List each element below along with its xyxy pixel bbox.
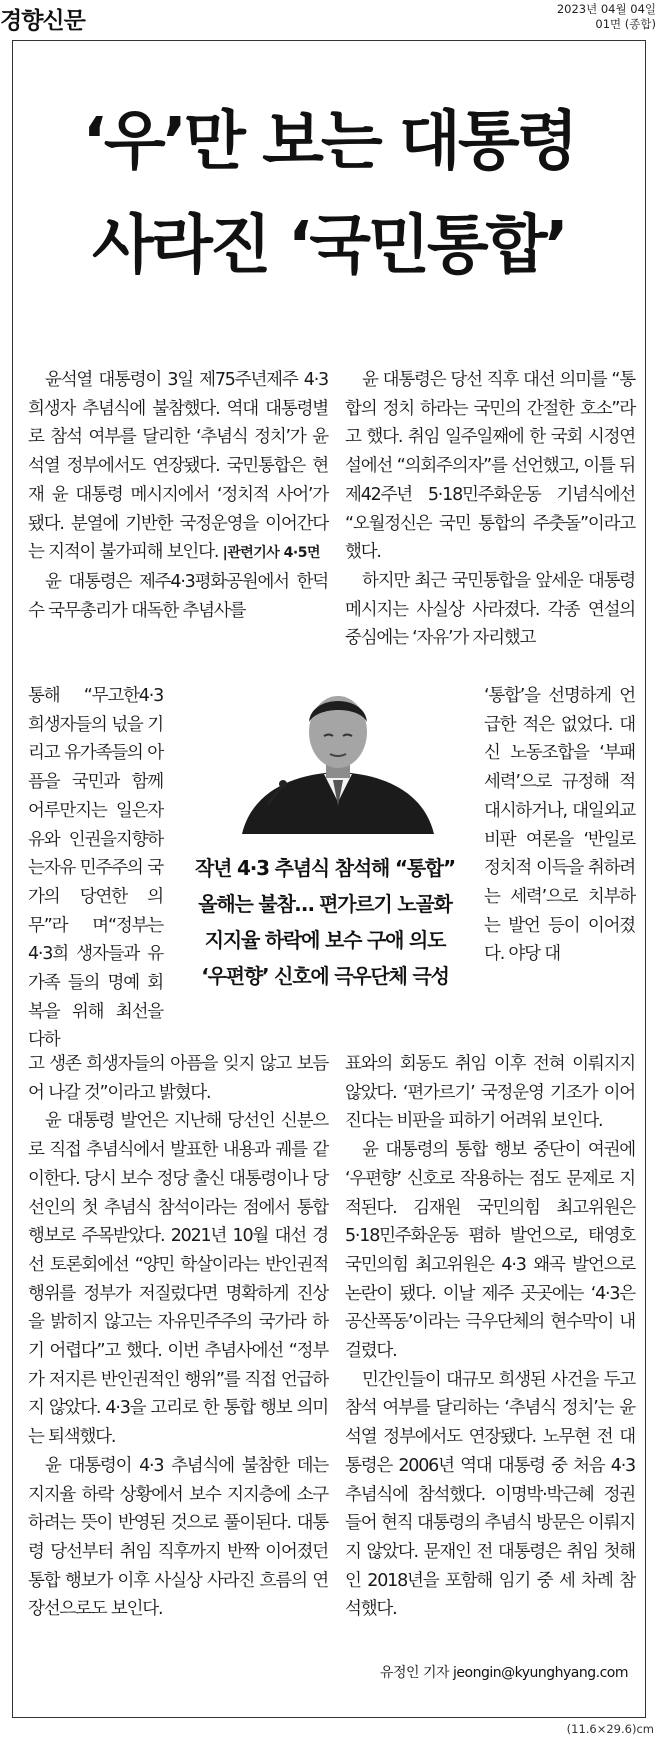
subheadline-3: 지지율 하락에 보수 구애 의도 bbox=[204, 928, 446, 952]
paragraph-2-wrap: 통해 “무고한4·3 희생자들의 넋을 기리고 유가족들의 아픔을 국민과 함께 어루만지는 일은자유와 인권을지향하는자유 민주주의 국가의 당연한 의무”라 며“정부는4·3희 생자들과 유가족 들의 명예 회복을 위해 최선을 다하 bbox=[28, 686, 163, 1051]
body-column-left-bottom bbox=[28, 1050, 328, 1624]
body-column-right-top bbox=[345, 366, 635, 653]
paragraph-2-top: 윤 대통령은 제주4·3평화공원에서 한덕수 국무총리가 대독한 추념사를 bbox=[28, 571, 328, 621]
subheadline-block bbox=[172, 850, 478, 994]
related-article-ref: |관련기사 4·5면 bbox=[222, 545, 321, 562]
paragraph-8: 민간인들이 대규모 희생된 사건을 두고 참석 여부를 달리하는 ‘추념식 정치’는 윤석열 정부에서도 연장됐다. 노무현 전 대통령은 2006년 역대 대통령 중 처음 4·3 추념식에 참석했다. 이명박·박근혜 정권 들어 현직 대통령의 추념식 방문은 이뤄지지 않았다. 문재인 전 대통령은 취임 첫해인 2018년을 포함해 임기 중 세 차례 참석했다. bbox=[345, 1369, 635, 1620]
paragraph-7: 윤 대통령의 통합 행보 중단이 여권에 ‘우편향’ 신호로 작용하는 점도 문제로 지적된다. 김재원 국민의힘 최고위원은 5·18민주화운동 폄하 발언으로, 태영호 국민의힘 최고위원은 4·3 왜곡 발언으로 논란이 됐다. 이날 제주 곳곳에는 ‘4·3은 공산폭동’이라는 극우단체의 현수막이 내걸렸다. bbox=[345, 1140, 635, 1362]
paragraph-3: 윤 대통령 발언은 지난해 당선인 신분으로 직접 추념식에서 발표한 내용과 궤를 같이한다. 당시 보수 정당 출신 대통령이나 당선인의 첫 추념식 참석이라는 점에서 통합 행보로 주목받았다. 2021년 10월 대선 경선 토론회에선 “양민 학살이라는 반인권적 행위를 정부가 저질렀다면 명확하게 진상을 밝히지 않고는 자유민주주의 국가라 하기 어렵다”고 했다. 이번 추념사에선 “정부가 저지른 반인권적인 행위”를 직접 언급하지 않았다. 4·3을 고리로 한 통합 행보 의미는 퇴색했다. bbox=[28, 1111, 328, 1448]
subheadline-1: 작년 4·3 추념식 참석해 “통합” bbox=[195, 856, 455, 880]
paragraph-5: 윤 대통령은 당선 직후 대선 의미를 “통합의 정치 하라는 국민의 간절한 호소”라고 했다. 취임 일주일째에 한 국회 시정연설에선 “의회주의자”를 선언했고, 이틀 뒤 제42주년 5·18민주화운동 기념식에선 “오월정신은 국민 통합의 주춧돌”이라고 했다. bbox=[345, 370, 635, 563]
paragraph-4: 윤 대통령이 4·3 추념식에 불참한 데는 지지율 하락 상황에서 보수 지지층에 소구하려는 뜻이 반영된 것으로 풀이된다. 대통령 당선부터 취임 직후까지 반짝 이어졌던 통합 행보가 이후 사실상 사라진 흐름의 연장선으로도 보인다. bbox=[28, 1455, 328, 1620]
subheadline-4: ‘우편향’ 신호에 극우단체 극성 bbox=[201, 964, 449, 988]
subheadline-2: 올해는 불참… 편가르기 노골화 bbox=[198, 892, 452, 916]
paragraph-2-bottom: 고 생존 희생자들의 아픔을 잊지 않고 보듬어 나갈 것”이라고 밝혔다. bbox=[28, 1054, 328, 1103]
president-portrait-image bbox=[232, 674, 444, 834]
paragraph-6-top: 하지만 최근 국민통합을 앞세운 대통령 메시지는 사실상 사라졌다. 각종 연설의 중심에는 ‘자유’가 자리했고 bbox=[345, 570, 635, 649]
paragraph-6-wrap: ‘통합’을 선명하게 언급한 적은 없었다. 대신 노동조합을 ‘부패 세력’으로 규정해 적대시하거나, 대일외교 비판 여론을 ‘반일로 정치적 이득을 취하려는 세력’으로 치부하는 발언 등이 이어졌다. 야당 대 bbox=[484, 686, 635, 965]
dateline bbox=[557, 2, 656, 32]
publication-date: 2023년 04월 04일 bbox=[556, 2, 656, 16]
masthead bbox=[0, 0, 658, 38]
body-column-left-top bbox=[28, 366, 328, 625]
clipping-size: (11.6×29.6)cm bbox=[566, 1722, 654, 1736]
newspaper-logo: 경향신문 bbox=[0, 7, 85, 34]
paragraph-6-bottom: 표와의 회동도 취임 이후 전혀 이뤄지지 않았다. ‘편가르기’ 국정운영 기조가 이어진다는 비판을 피하기 어려워 보인다. bbox=[345, 1054, 635, 1132]
body-column-right-bottom bbox=[345, 1050, 635, 1624]
body-wrap-right bbox=[484, 682, 635, 969]
page-section: 01면 (종합) bbox=[595, 17, 656, 31]
headline-line-1: ‘우’만 보는 대통령 bbox=[82, 105, 576, 179]
president-photo bbox=[232, 674, 444, 834]
paragraph-1: 윤석열 대통령이 3일 제75주년제주 4·3 희생자 추념식에 불참했다. 역대 대통령별로 참석 여부를 달리한 ‘추념식 정치’가 윤석열 정부에서도 연장됐다. 국민통합은 현재 윤 대통령 메시지에서 ‘정치적 사어’가 됐다. 분열에 기반한 국정운영을 이어간다는 지적이 불가피해 보인다. |관련기사 4·5면 bbox=[28, 370, 328, 563]
headline bbox=[12, 90, 646, 298]
headline-line-2: 사라진 ‘국민통합’ bbox=[92, 209, 566, 283]
byline: 유정인 기자 jeongin@kyunghyang.com bbox=[380, 1665, 628, 1681]
body-wrap-left bbox=[28, 682, 163, 1055]
